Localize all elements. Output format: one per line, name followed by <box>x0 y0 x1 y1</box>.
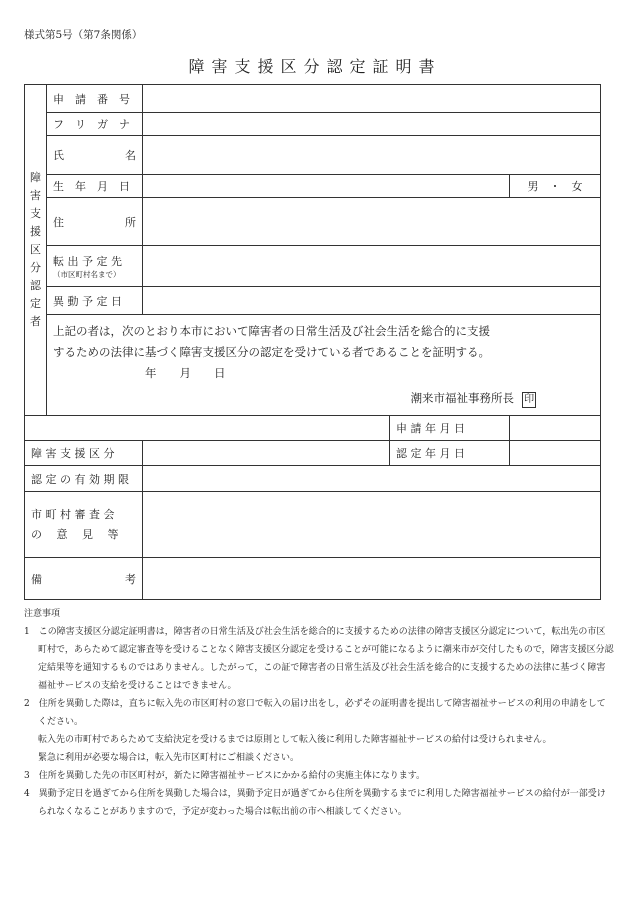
applicant-group-label: 障 害 支 援 区 分 認 定 者 <box>25 85 47 416</box>
note-2: 2 住所を異動した際は，直ちに転入先の市区町村の窓口で転入の届け出をし，必ずその証明書を提出して障害福祉サービスの利用の申請をしてください。 <box>24 699 606 727</box>
application-date-field[interactable] <box>510 416 601 441</box>
certification-date-label: 認 定 年 月 日 <box>390 441 510 466</box>
name-field[interactable] <box>143 136 601 175</box>
furigana-field[interactable] <box>143 113 601 136</box>
note-3: 3 住所を異動した先の市区町村が，新たに障害福祉サービスにかかる給付の実施主体になります。 <box>24 771 426 781</box>
move-destination-label: 転 出 予 定 先 （市区町村名まで） <box>47 246 143 287</box>
validity-period-label: 認 定 の 有 効 期 限 <box>25 466 143 492</box>
address-field[interactable] <box>143 198 601 246</box>
note-4: 4 異動予定日を過ぎてから住所を異動した場合は，異動予定日が過ぎてから住所を異動するまでに利用した障害福祉サービスの給付が一部受けられなくなることがありますので，予定が変わった場合は転出前の市へ相談してください。 <box>24 789 606 817</box>
application-date-label: 申 請 年 月 日 <box>390 416 510 441</box>
notes-heading: 注意事項 <box>24 609 61 619</box>
application-number-field[interactable] <box>143 85 601 113</box>
note-2c: 緊急に利用が必要な場合は，転入先市区町村にご相談ください。 <box>38 753 300 763</box>
address-label: 住 所 <box>47 198 143 246</box>
gender-field[interactable]: 男 ・ 女 <box>510 175 601 198</box>
certification-statement: 上記の者は，次のとおり本市において障害者の日常生活及び社会生活を総合的に支援 するための法律に基づく障害支援区分の認定を受けている者であることを証明する。 年 月 日 潮来市福祉事務所長 印 <box>47 315 601 416</box>
note-1: 1 この障害支援区分認定証明書は，障害者の日常生活及び社会生活を総合的に支援するための法律の障害支援区分認定について，転出先の市区町村で，あらためて認定審査等を受けることなく障害支援区分認定を受けることが可能になるように潮来市が交付したもので，障害支援区分認定結果等を通知するものではありません。したがって，この証で障害者の日常生活及び社会生活を総合的に支援するための法律に基づく障害福祉サービスの支給を受けることはできません。 <box>24 627 614 691</box>
notes-section <box>24 605 614 821</box>
document-title: 障害支援区分認定証明書 <box>188 57 442 76</box>
birthdate-field[interactable] <box>143 175 510 198</box>
name-label: 氏 名 <box>47 136 143 175</box>
seal-mark: 印 <box>522 392 536 408</box>
disability-category-label: 障 害 支 援 区 分 <box>25 441 143 466</box>
review-board-field[interactable] <box>143 492 601 558</box>
review-board-label: 市 町 村 審 査 会 の 意 見 等 <box>25 492 143 558</box>
certification-date-field[interactable] <box>510 441 601 466</box>
remarks-label: 備 考 <box>25 558 143 600</box>
form-number-label: 様式第5号（第7条関係） <box>24 29 143 41</box>
validity-period-field[interactable] <box>143 466 601 492</box>
issuer-line: 潮来市福祉事務所長 印 <box>53 388 594 409</box>
move-destination-field[interactable] <box>143 246 601 287</box>
birthdate-label: 生 年 月 日 <box>47 175 143 198</box>
certificate-form-table <box>24 84 601 600</box>
disability-category-field[interactable] <box>143 441 390 466</box>
move-date-label: 異 動 予 定 日 <box>47 287 143 315</box>
issue-date: 年 月 日 <box>145 366 226 380</box>
note-2b: 転入先の市町村であらためて支給決定を受けるまでは原則として転入後に利用した障害福祉サービスの給付は受けられません。 <box>38 735 552 745</box>
remarks-field[interactable] <box>143 558 601 600</box>
furigana-label: フ リ ガ ナ <box>47 113 143 136</box>
move-date-field[interactable] <box>143 287 601 315</box>
application-number-label: 申 請 番 号 <box>47 85 143 113</box>
